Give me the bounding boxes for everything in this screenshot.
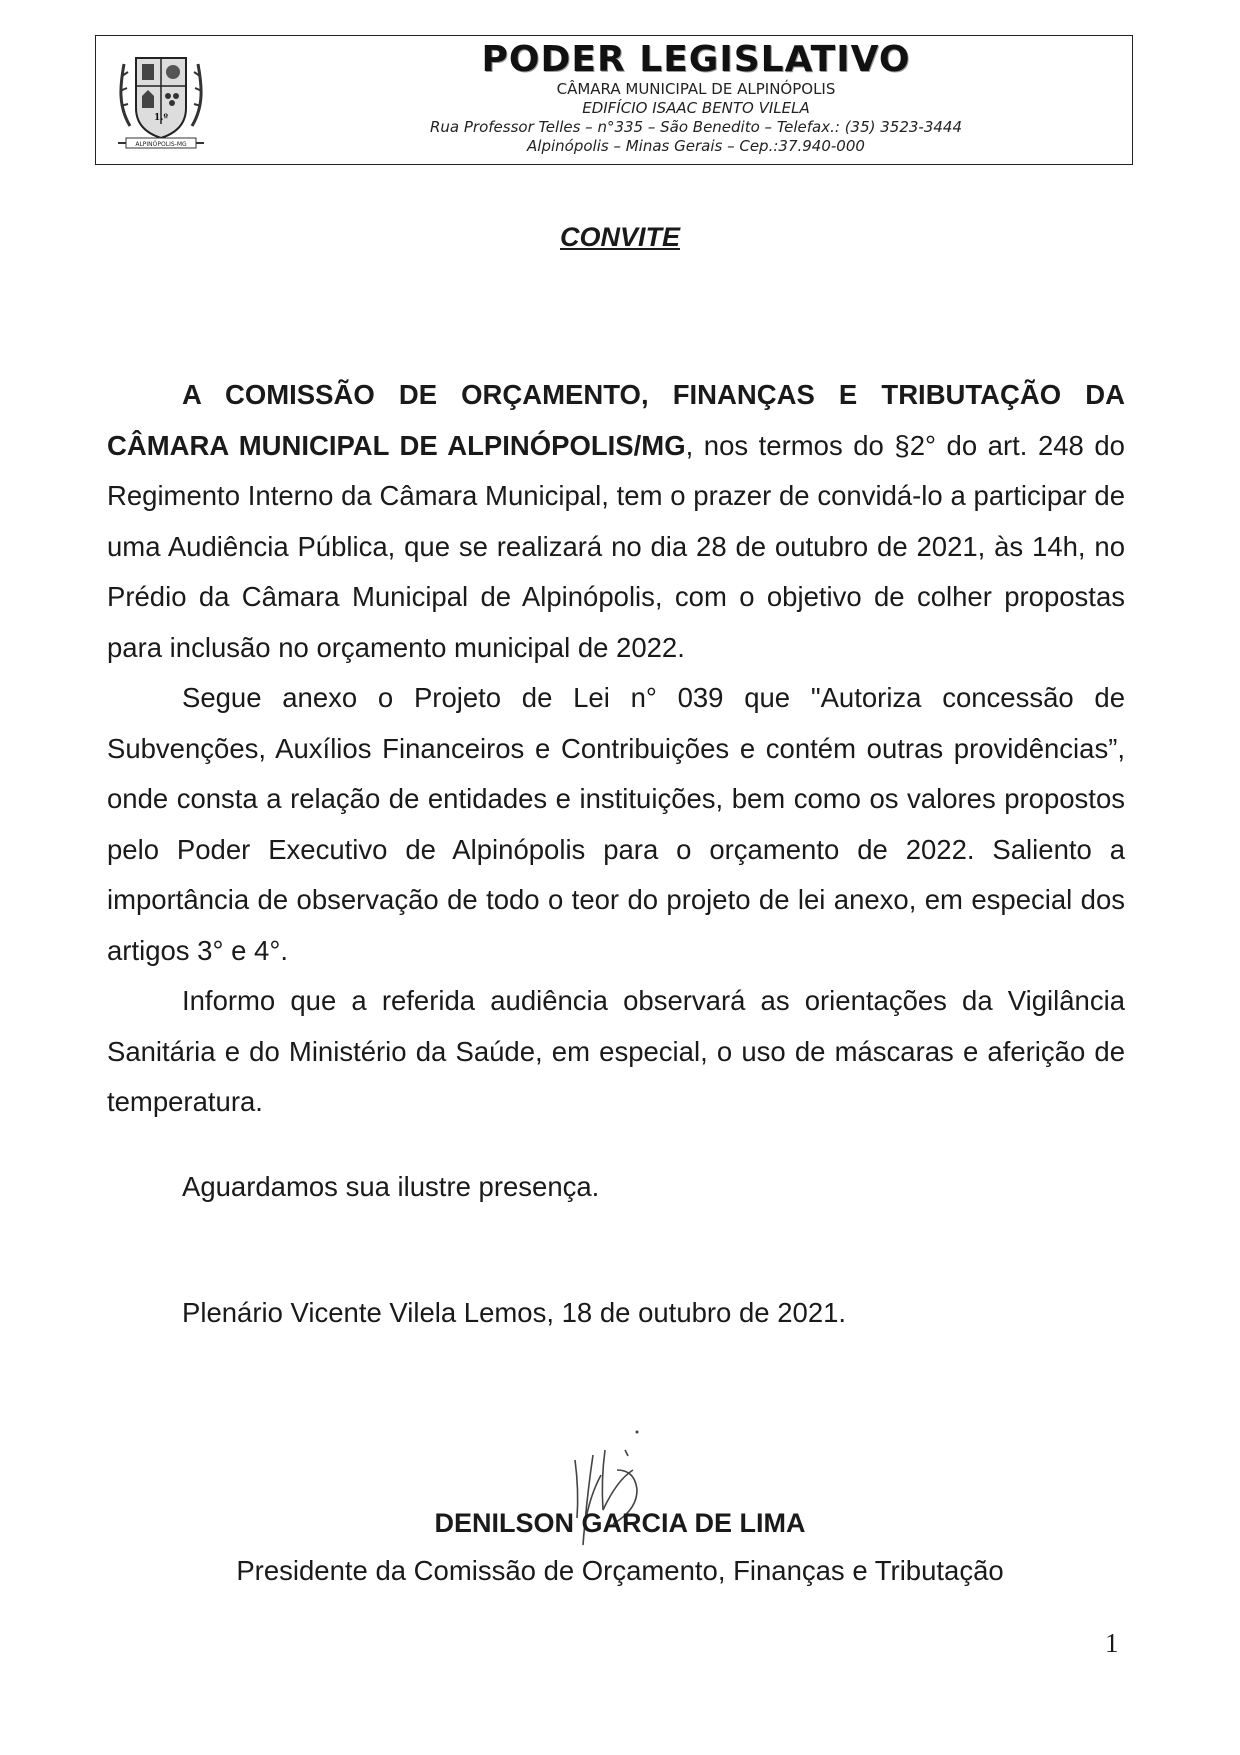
letterhead-title: PODER LEGISLATIVO [481, 39, 911, 80]
letterhead-address: Rua Professor Telles – n°335 – São Benedito – Telefax.: (35) 3523-3444 [429, 118, 963, 136]
letterhead-building: EDIFÍCIO ISAAC BENTO VILELA [582, 99, 810, 117]
place-date: Plenário Vicente Vilela Lemos, 18 de outubro de 2021. [182, 1297, 847, 1328]
letterhead-city: Alpinópolis – Minas Gerais – Cep.:37.940-000 [527, 137, 865, 155]
handwritten-signature [555, 1430, 695, 1570]
signer-role: Presidente da Comissão de Orçamento, Finanças e Tributação [236, 1555, 1004, 1586]
committee-name: A COMISSÃO DE ORÇAMENTO, FINANÇAS E TRIBUTAÇÃO DA CÂMARA MUNICIPAL DE ALPINÓPOLIS/MG [107, 379, 1125, 461]
letterhead [95, 35, 1133, 165]
page-number: 1 [1105, 1628, 1119, 1658]
document-body [107, 370, 1125, 1128]
svg-text:ALPINÓPOLIS-MG: ALPINÓPOLIS-MG [135, 141, 187, 148]
municipal-crest-icon [116, 46, 206, 156]
letterhead-text [336, 40, 1056, 156]
letterhead-institution: CÂMARA MUNICIPAL DE ALPINÓPOLIS [556, 80, 836, 98]
paragraph-attachment: Segue anexo o Projeto de Lei n° 039 que "Autoriza concessão de Subvenções, Auxílios Financeiros e Contribuições e contém outras providências”, onde consta a relação de entidades e instituições, bem como os valores propostos pelo Poder Executivo de Alpinópolis para o orçamento de 2022. Saliento a importância de observação de todo o teor do projeto de lei anexo, em especial dos artigos 3° e 4°. [107, 682, 1125, 966]
svg-text:1.º: 1.º [154, 113, 168, 123]
document-title: CONVITE [559, 222, 680, 252]
invitation-text: , nos termos do §2° do art. 248 do Regimento Interno da Câmara Municipal, tem o prazer de convidá-lo a participar de uma Audiência Pública, que se realizará no dia 28 de outubro de 2021, às 14h, no Prédio da Câmara Municipal de Alpinópolis, com o objetivo de colher propostas para inclusão no orçamento municipal de 2022. [107, 429, 1125, 663]
paragraph-invitation [107, 370, 1125, 673]
signer-name: DENILSON GARCIA DE LIMA [434, 1508, 806, 1538]
closing-line: Aguardamos sua ilustre presença. [182, 1171, 600, 1202]
paragraph-health-notice: Informo que a referida audiência observará as orientações da Vigilância Sanitária e do Ministério da Saúde, em especial, o uso de máscaras e aferição de temperatura. [107, 985, 1125, 1117]
